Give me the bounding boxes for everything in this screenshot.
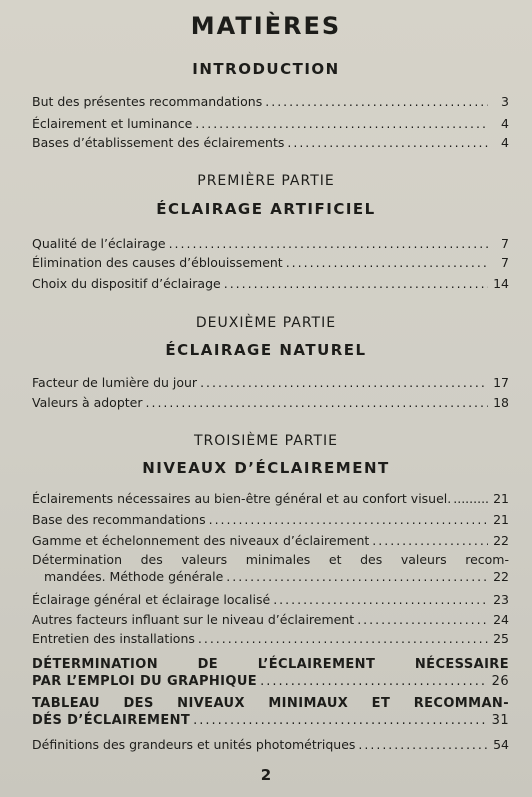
leader-dots: [273, 591, 488, 608]
leader-dots: [287, 134, 488, 151]
toc-entry-label: Base des recommandations: [32, 512, 206, 527]
toc-entry: [32, 93, 509, 110]
leader-dots: [198, 630, 488, 647]
toc-entry: [32, 254, 509, 271]
leader-dots: [200, 374, 488, 391]
toc-entry-label: Valeurs à adopter: [32, 395, 143, 410]
toc-entry-page: 23: [493, 592, 509, 607]
toc-entry: [32, 235, 509, 252]
toc-entry-label: Qualité de l’éclairage: [32, 236, 166, 251]
toc-entry-page: 54: [493, 737, 509, 752]
toc-entry-label: Détermination des valeurs minimales et des valeurs recom-: [32, 552, 509, 567]
toc-entry: [32, 511, 509, 528]
toc-entry-label: Bases d’établissement des éclairements: [32, 135, 285, 150]
part3-label: TROISIÈME PARTIE: [193, 433, 339, 449]
toc-entry: [32, 630, 509, 647]
toc-entry-page: 31: [491, 713, 509, 728]
toc-entry-label: Choix du dispositif d’éclairage: [32, 276, 221, 291]
toc-entry-label-continued: PAR L’EMPLOI DU GRAPHIQUE: [32, 674, 258, 689]
toc-entry-page: 14: [493, 276, 509, 291]
toc-entry-label-continued: mandées. Méthode générale: [44, 569, 224, 584]
toc-entry-page: 4: [501, 135, 509, 150]
leader-dots: [453, 490, 489, 507]
toc-entry-label: Gamme et échelonnement des niveaux d’éclairement: [32, 533, 370, 548]
toc-entry-page: 26: [491, 674, 509, 689]
leader-dots: [224, 275, 488, 292]
toc-entry-label: TABLEAU DES NIVEAUX MINIMAUX ET RECOMMAN-: [32, 696, 509, 711]
toc-entry: [32, 275, 509, 292]
part2-heading: ÉCLAIRAGE NATUREL: [165, 341, 367, 359]
toc-entry: [32, 736, 509, 753]
toc-entry-page: 22: [493, 533, 509, 548]
toc-entry-page: 3: [501, 94, 509, 109]
part1-label: PREMIÈRE PARTIE: [197, 173, 335, 189]
toc-entry-label: Éclairement et luminance: [32, 116, 193, 131]
leader-dots: [358, 736, 488, 753]
toc-entry: [32, 532, 509, 549]
toc-entry-label: But des présentes recommandations: [32, 94, 263, 109]
part3-heading: NIVEAUX D’ÉCLAIREMENT: [142, 459, 390, 477]
leader-dots: [209, 511, 488, 528]
toc-entry-label: Facteur de lumière du jour: [32, 375, 198, 390]
toc-entry-page: 7: [501, 236, 509, 251]
toc-entry: [32, 134, 509, 151]
toc-entry-label: Entretien des installations: [32, 631, 195, 646]
toc-entry: [32, 551, 509, 585]
toc-entry-page: 21: [493, 491, 509, 506]
toc-entry-page: 18: [493, 395, 509, 410]
leader-dots: [286, 254, 488, 271]
toc-entry-label: Élimination des causes d’éblouissement: [32, 255, 283, 270]
toc-entry: [32, 611, 509, 628]
toc-entry-page: 17: [493, 375, 509, 390]
toc-entry-label: Éclairage général et éclairage localisé: [32, 592, 271, 607]
leader-dots: [195, 115, 488, 132]
leader-dots: [226, 568, 488, 585]
toc-entry-major: [32, 695, 509, 729]
leader-dots: [265, 93, 488, 110]
leader-dots: [169, 235, 488, 252]
toc-entry-page: 24: [493, 612, 509, 627]
toc-entry-label-continued: DÉS D’ÉCLAIREMENT: [32, 713, 191, 728]
toc-entry-page: 21: [493, 512, 509, 527]
toc-entry-page: 22: [493, 569, 509, 584]
intro-heading: INTRODUCTION: [192, 60, 340, 78]
toc-entry-page: 4: [501, 116, 509, 131]
leader-dots: [146, 394, 489, 411]
leader-dots: [260, 673, 488, 690]
page-number: 2: [260, 766, 272, 784]
toc-entry-label: Éclairements nécessaires au bien-être général et au confort visuel.: [32, 491, 452, 506]
toc-entry-page: 7: [501, 255, 509, 270]
part1-heading: ÉCLAIRAGE ARTIFICIEL: [156, 200, 376, 218]
toc-entry: [32, 115, 509, 132]
toc-entry-label: Autres facteurs influant sur le niveau d’éclairement: [32, 612, 355, 627]
toc-entry-major: [32, 656, 509, 690]
toc-entry-label: Définitions des grandeurs et unités photométriques: [32, 737, 356, 752]
toc-entry: [32, 394, 509, 411]
toc-entry: [32, 591, 509, 608]
toc-entry-label: DÉTERMINATION DE L’ÉCLAIREMENT NÉCESSAIRE: [32, 657, 509, 672]
toc-entry-page: 25: [493, 631, 509, 646]
leader-dots: [193, 712, 488, 729]
page-title: MATIÈRES: [190, 12, 342, 40]
leader-dots: [372, 532, 488, 549]
toc-entry: [32, 374, 509, 391]
toc-entry: [32, 490, 509, 507]
leader-dots: [357, 611, 488, 628]
part2-label: DEUXIÈME PARTIE: [195, 315, 337, 331]
